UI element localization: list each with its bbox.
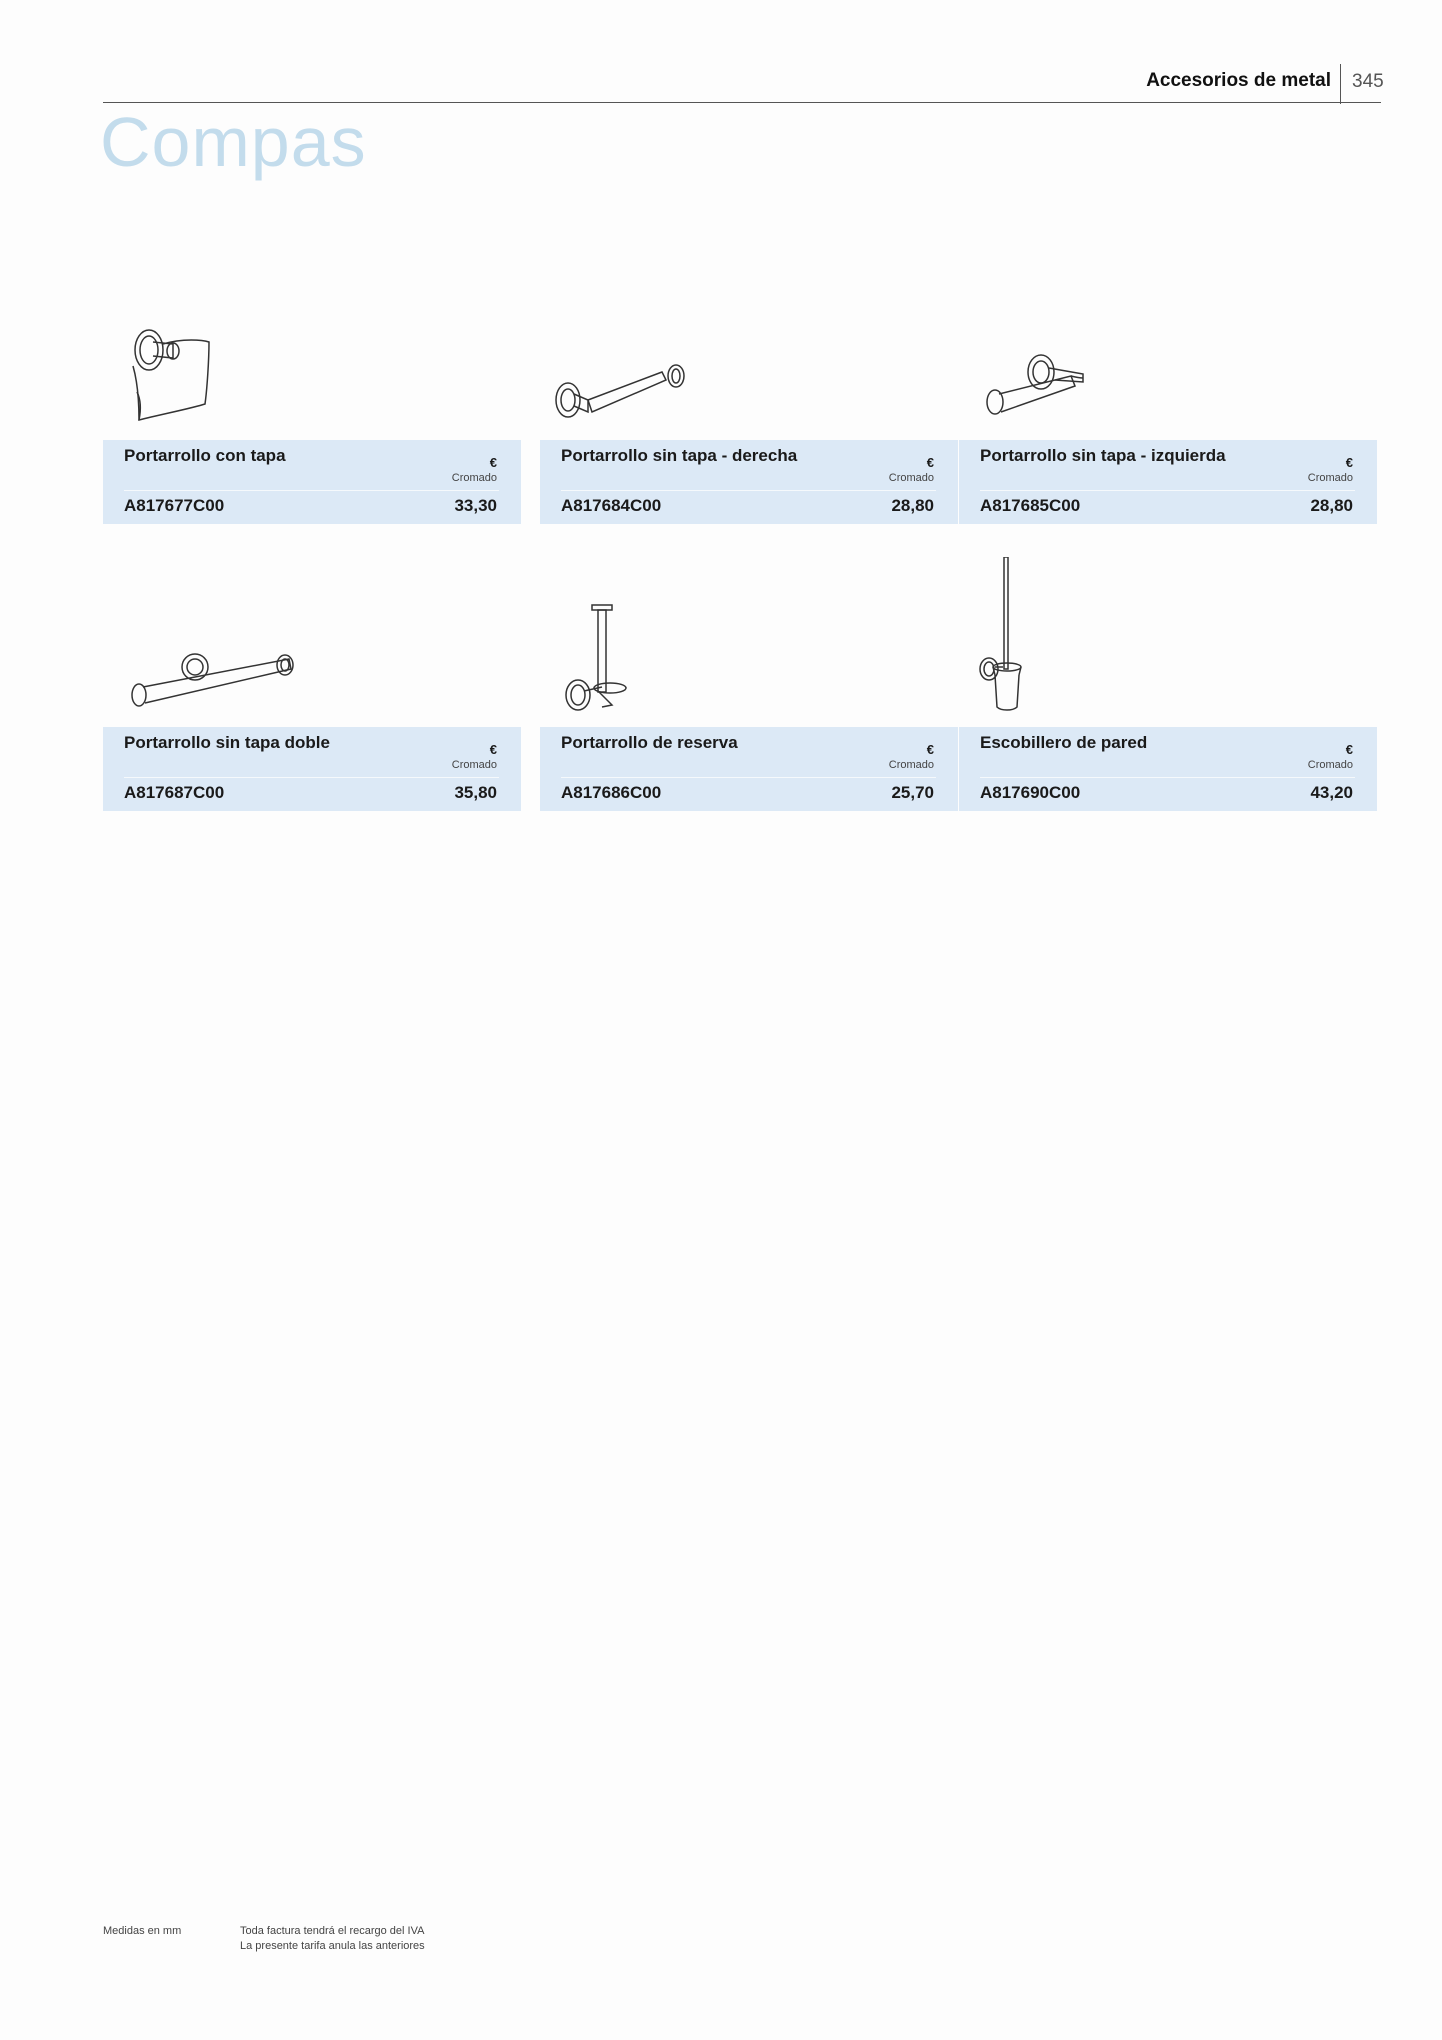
product-image bbox=[959, 320, 1377, 460]
finish-label: Cromado bbox=[451, 472, 497, 484]
finish-label: Cromado bbox=[888, 472, 934, 484]
product-info-panel bbox=[103, 440, 521, 524]
info-divider bbox=[124, 777, 499, 778]
currency-symbol: € bbox=[1345, 455, 1353, 470]
product-info-panel bbox=[959, 440, 1377, 524]
wall-toilet-brush-icon bbox=[959, 557, 1377, 727]
page-title: Compas bbox=[100, 103, 367, 181]
toilet-roll-holder-left-icon bbox=[959, 320, 1377, 460]
footer-measures-note: Medidas en mm bbox=[103, 1925, 182, 1937]
toilet-roll-holder-with-cover-icon bbox=[103, 320, 521, 460]
info-divider bbox=[980, 490, 1355, 491]
product-name: Portarrollo sin tapa - izquierda bbox=[980, 446, 1226, 465]
double-roll-holder-icon bbox=[103, 587, 521, 727]
currency-symbol: € bbox=[1345, 742, 1353, 757]
product-info-panel bbox=[103, 727, 521, 811]
finish-label: Cromado bbox=[888, 759, 934, 771]
page-number: 345 bbox=[1352, 71, 1384, 92]
header-divider bbox=[1340, 64, 1341, 104]
finish-label: Cromado bbox=[1307, 472, 1353, 484]
product-info-panel bbox=[540, 440, 958, 524]
product-code: A817677C00 bbox=[124, 496, 225, 515]
currency-symbol: € bbox=[926, 742, 934, 757]
product-price: 28,80 bbox=[891, 496, 934, 515]
toilet-roll-holder-right-icon bbox=[540, 320, 958, 460]
footer-tariff-note: La presente tarifa anula las anteriores bbox=[240, 1940, 425, 1952]
product-price: 43,20 bbox=[1310, 783, 1353, 802]
currency-symbol: € bbox=[926, 455, 934, 470]
product-price: 25,70 bbox=[891, 783, 934, 802]
product-image bbox=[959, 557, 1377, 727]
finish-label: Cromado bbox=[451, 759, 497, 771]
info-divider bbox=[561, 777, 936, 778]
product-name: Portarrollo con tapa bbox=[124, 446, 286, 465]
product-name: Escobillero de pared bbox=[980, 733, 1148, 752]
info-divider bbox=[980, 777, 1355, 778]
product-code: A817687C00 bbox=[124, 783, 225, 802]
product-price: 28,80 bbox=[1310, 496, 1353, 515]
product-image bbox=[540, 320, 958, 460]
product-code: A817686C00 bbox=[561, 783, 662, 802]
product-image bbox=[540, 587, 958, 727]
currency-symbol: € bbox=[489, 742, 497, 757]
product-name: Portarrollo sin tapa doble bbox=[124, 733, 330, 752]
spare-roll-holder-icon bbox=[540, 587, 958, 727]
product-price: 35,80 bbox=[454, 783, 497, 802]
currency-symbol: € bbox=[489, 455, 497, 470]
product-name: Portarrollo de reserva bbox=[561, 733, 738, 752]
product-image bbox=[103, 320, 521, 460]
info-divider bbox=[561, 490, 936, 491]
info-divider bbox=[124, 490, 499, 491]
product-code: A817684C00 bbox=[561, 496, 662, 515]
product-code: A817690C00 bbox=[980, 783, 1081, 802]
product-price: 33,30 bbox=[454, 496, 497, 515]
footer-vat-note: Toda factura tendrá el recargo del IVA bbox=[240, 1925, 425, 1937]
section-title: Accesorios de metal bbox=[1146, 70, 1331, 91]
product-info-panel bbox=[540, 727, 958, 811]
product-name: Portarrollo sin tapa - derecha bbox=[561, 446, 798, 465]
product-code: A817685C00 bbox=[980, 496, 1081, 515]
finish-label: Cromado bbox=[1307, 759, 1353, 771]
product-image bbox=[103, 587, 521, 727]
product-info-panel bbox=[959, 727, 1377, 811]
